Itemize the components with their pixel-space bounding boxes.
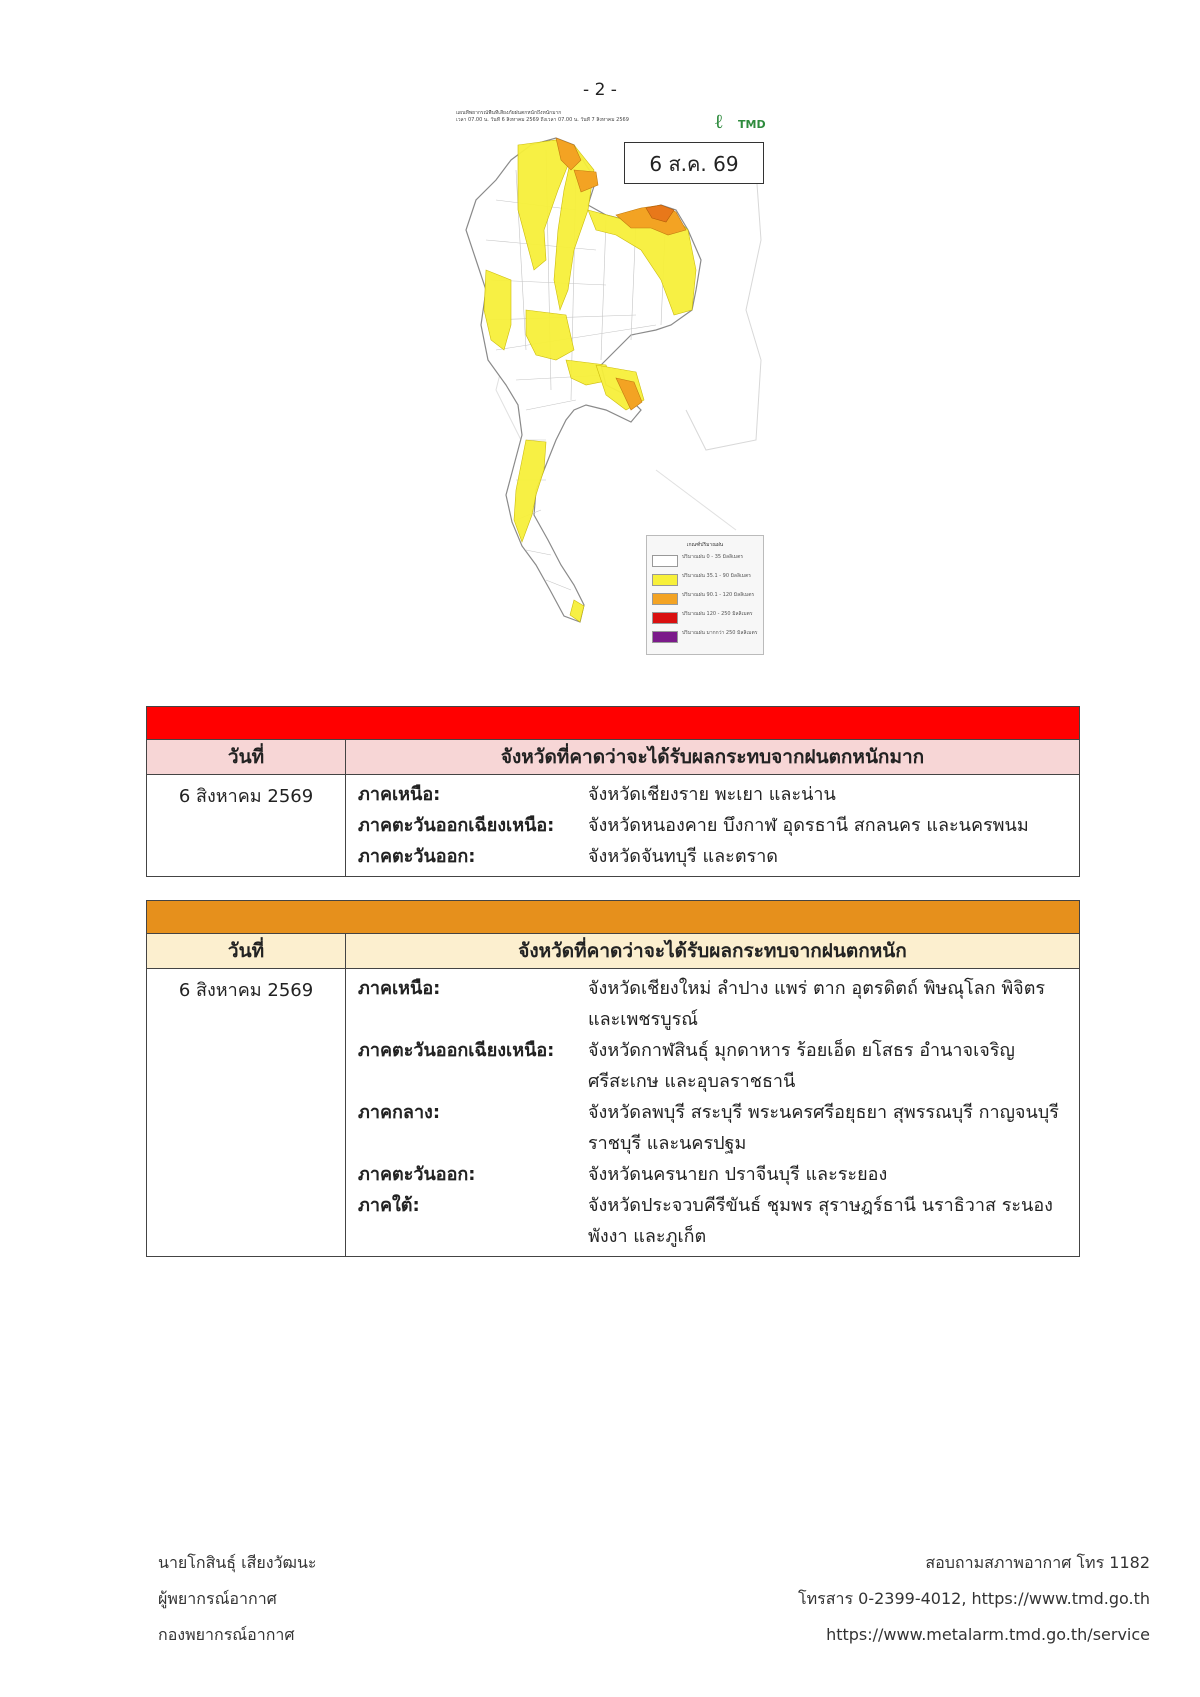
map-subtitle: เวลา 07.00 น. วันที่ 6 สิงหาคม 2569 ถึงเวลา 07.00 น. วันที่ 7 สิงหาคม 2569 <box>456 117 629 123</box>
provinces-column-header: จังหวัดที่คาดว่าจะได้รับผลกระทบจากฝนตกหนักมาก <box>500 746 925 768</box>
region-name: ภาคตะวันออก: <box>358 846 476 867</box>
heavy-rain-table <box>146 900 1080 1257</box>
legend-swatch <box>652 593 678 605</box>
legend-label: ปริมาณฝน 0 - 35 มิลลิเมตร <box>682 554 744 560</box>
table-row <box>147 969 1079 1256</box>
date-cell: 6 สิงหาคม 2569 <box>147 969 346 1256</box>
forecaster-name: นายโกสินธุ์ เสียงวัฒนะ <box>158 1553 317 1572</box>
map-legend <box>646 535 764 655</box>
page-number: - 2 - <box>583 80 617 100</box>
regions-cell <box>346 775 1079 876</box>
legend-label: ปริมาณฝน 35.1 - 90 มิลลิเมตร <box>682 573 751 579</box>
legend-swatch <box>652 574 678 586</box>
region-row <box>358 841 1067 872</box>
legend-item <box>652 573 758 587</box>
provinces-column-header: จังหวัดที่คาดว่าจะได้รับผลกระทบจากฝนตกหนัก <box>518 940 907 962</box>
tmd-logo-text: TMD <box>738 118 766 131</box>
rain-forecast-map <box>456 110 766 655</box>
contact-info <box>798 1545 1150 1653</box>
region-row <box>358 1159 1067 1190</box>
warning-color-band <box>147 901 1079 934</box>
region-name: ภาคเหนือ: <box>358 784 441 805</box>
region-provinces: จังหวัดหนองคาย บึงกาฬ อุดรธานี สกลนคร และนครพนม <box>588 815 1029 836</box>
legend-item <box>652 554 758 568</box>
date-column-header: วันที่ <box>147 934 346 968</box>
table-header <box>147 934 1079 969</box>
region-row <box>358 810 1067 841</box>
region-row <box>358 973 1067 1035</box>
legend-item <box>652 592 758 606</box>
legend-label: ปริมาณฝน 120 - 250 มิลลิเมตร <box>682 611 753 617</box>
legend-title: เกณฑ์ปริมาณฝน <box>686 542 724 548</box>
very-heavy-rain-table <box>146 706 1080 877</box>
region-name: ภาคตะวันออกเฉียงเหนือ: <box>358 815 555 836</box>
region-provinces: จังหวัดลพบุรี สระบุรี พระนครศรีอยุธยา สุพรรณบุรี กาญจนบุรี ราชบุรี และนครปฐม <box>588 1102 1059 1154</box>
region-name: ภาคกลาง: <box>358 1102 441 1123</box>
region-provinces: จังหวัดเชียงราย พะเยา และน่าน <box>588 784 836 805</box>
date-cell: 6 สิงหาคม 2569 <box>147 775 346 876</box>
table-row <box>147 775 1079 876</box>
legend-item <box>652 630 758 644</box>
hotline-text: สอบถามสภาพอากาศ โทร 1182 <box>925 1553 1150 1572</box>
region-row <box>358 779 1067 810</box>
legend-label: ปริมาณฝน 90.1 - 120 มิลลิเมตร <box>682 592 755 598</box>
region-provinces: จังหวัดนครนายก ปราจีนบุรี และระยอง <box>588 1164 888 1185</box>
region-name: ภาคตะวันออก: <box>358 1164 476 1185</box>
region-row <box>358 1190 1067 1252</box>
map-date-label: 6 ส.ค. 69 <box>624 142 764 184</box>
regions-cell <box>346 969 1079 1256</box>
region-row <box>358 1097 1067 1159</box>
region-name: ภาคใต้: <box>358 1195 420 1216</box>
table-header <box>147 740 1079 775</box>
date-column-header: วันที่ <box>147 740 346 774</box>
tmd-logo-icon: ℓ <box>714 109 724 133</box>
legend-swatch <box>652 555 678 567</box>
warning-color-band <box>147 707 1079 740</box>
region-name: ภาคเหนือ: <box>358 978 441 999</box>
map-title: แผนที่พยากรณ์พื้นที่เสี่ยงภัยฝนตกหนักถึงหนักมาก <box>456 110 562 116</box>
region-provinces: จังหวัดกาฬสินธุ์ มุกดาหาร ร้อยเอ็ด ยโสธร อำนาจเจริญ ศรีสะเกษ และอุบลราชธานี <box>588 1040 1015 1092</box>
region-name: ภาคตะวันออกเฉียงเหนือ: <box>358 1040 555 1061</box>
region-row <box>358 1035 1067 1097</box>
forecaster-title: ผู้พยากรณ์อากาศ <box>158 1589 277 1608</box>
forecaster-division: กองพยากรณ์อากาศ <box>158 1625 295 1644</box>
legend-swatch <box>652 631 678 643</box>
legend-swatch <box>652 612 678 624</box>
legend-label: ปริมาณฝน มากกว่า 250 มิลลิเมตร <box>682 630 758 636</box>
region-provinces: จังหวัดเชียงใหม่ ลำปาง แพร่ ตาก อุตรดิตถ์ พิษณุโลก พิจิตร และเพชรบูรณ์ <box>588 978 1046 1030</box>
region-provinces: จังหวัดจันทบุรี และตราด <box>588 846 778 867</box>
legend-item <box>652 611 758 625</box>
metalarm-link[interactable]: https://www.metalarm.tmd.go.th/service <box>826 1625 1150 1644</box>
forecaster-signature <box>158 1545 317 1653</box>
region-provinces: จังหวัดประจวบคีรีขันธ์ ชุมพร สุราษฎร์ธานี นราธิวาส ระนอง พังงา และภูเก็ต <box>588 1195 1053 1247</box>
fax-website-text[interactable]: โทรสาร 0-2399-4012, https://www.tmd.go.th <box>798 1589 1150 1608</box>
